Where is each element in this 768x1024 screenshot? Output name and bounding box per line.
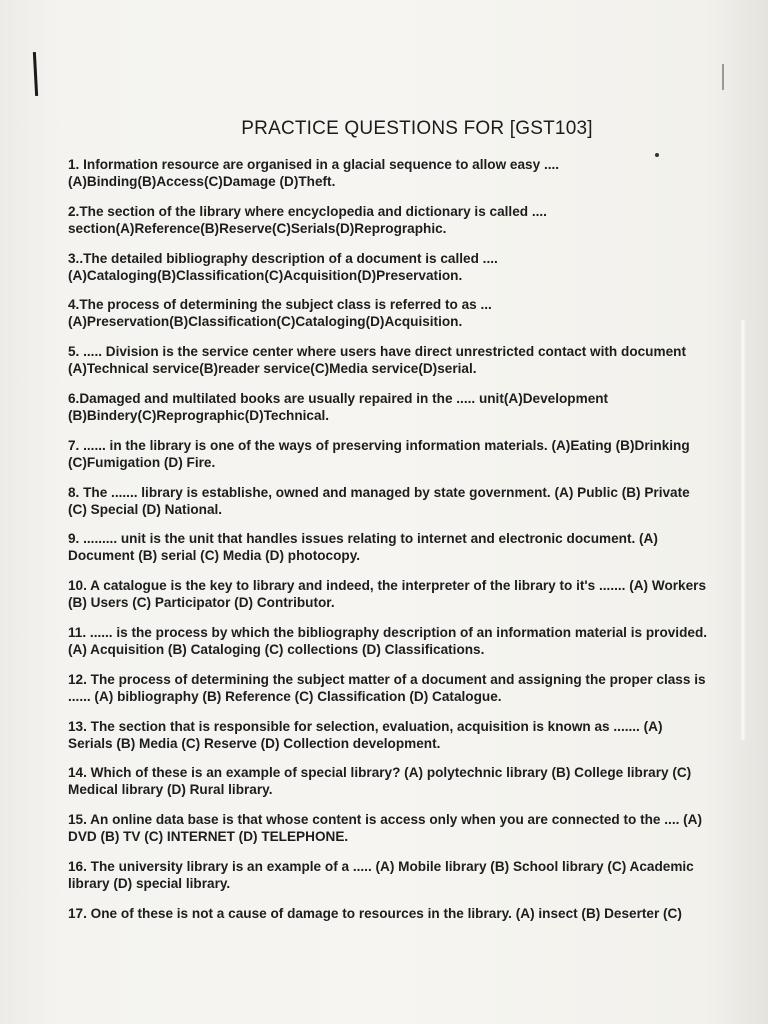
question-options: Document (B) serial (C) Media (D) photocopy. [68, 548, 361, 564]
question-item [68, 624, 758, 658]
question-item [68, 250, 758, 284]
question-options: (C) Special (D) National. [68, 501, 223, 517]
question-text: 10. A catalogue is the key to library and indeed, the interpreter of the library to it's ....... (A) Workers [68, 578, 707, 594]
question-text: 2.The section of the library where encyclopedia and dictionary is called .... [68, 203, 547, 219]
question-text: 16. The university library is an example of a ..... (A) Mobile library (B) School library (C) Academic [68, 858, 694, 874]
question-item [68, 156, 758, 190]
question-list [68, 156, 758, 935]
question-item [68, 390, 758, 424]
question-options: (A)Preservation(B)Classification(C)Cataloging(D)Acquisition. [68, 314, 463, 330]
page-title: PRACTICE QUESTIONS FOR [GST103] [241, 118, 593, 139]
question-text: 7. ...... in the library is one of the ways of preserving information materials. (A)Eating (B)Drinking [68, 437, 690, 453]
question-item [68, 858, 758, 892]
question-options: DVD (B) TV (C) INTERNET (D) TELEPHONE. [68, 829, 349, 845]
question-text: 17. One of these is not a cause of damage to resources in the library. (A) insect (B) Deserter (C) [68, 905, 682, 921]
question-item [68, 811, 758, 845]
question-text: 6.Damaged and multilated books are usually repaired in the ..... unit(A)Development [68, 390, 609, 406]
question-options: (C)Fumigation (D) Fire. [68, 454, 216, 470]
question-options: library (D) special library. [68, 875, 231, 891]
question-text: 1. Information resource are organised in a glacial sequence to allow easy .... [68, 157, 560, 172]
question-options: (A)Technical service(B)reader service(C)Media service(D)serial. [68, 361, 477, 377]
question-options: (A)Binding(B)Access(C)Damage (D)Theft. [68, 174, 336, 189]
question-item [68, 905, 758, 922]
question-text: 13. The section that is responsible for selection, evaluation, acquisition is known as ....... (A) [68, 718, 663, 734]
question-item [68, 343, 758, 377]
question-text: 3..The detailed bibliography description of a document is called .... [68, 250, 498, 266]
question-text: 8. The ....... library is establishe, owned and managed by state government. (A) Public (B) Private [68, 484, 690, 500]
question-text: 14. Which of these is an example of special library? (A) polytechnic library (B) College library (C) [68, 765, 692, 781]
pen-mark [33, 52, 38, 96]
question-item [68, 764, 758, 798]
question-text: 4.The process of determining the subject class is referred to as ... [68, 297, 492, 313]
question-item [68, 437, 758, 471]
question-text: 9. ......... unit is the unit that handles issues relating to internet and electronic document. (A) [68, 531, 658, 547]
question-item [68, 296, 758, 330]
question-options: (B) Users (C) Participator (D) Contributor. [68, 595, 335, 611]
question-item [68, 530, 758, 564]
question-text: 15. An online data base is that whose content is access only when you are connected to the .... (A) [68, 812, 703, 828]
question-text: 12. The process of determining the subject matter of a document and assigning the proper class is [68, 671, 706, 687]
question-options: (B)Bindery(C)Reprographic(D)Technical. [68, 407, 330, 423]
pen-mark [722, 64, 724, 90]
question-item [68, 671, 758, 705]
question-item [68, 577, 758, 611]
question-text: 11. ...... is the process by which the bibliography description of an information material is provided. [68, 624, 708, 640]
question-item [68, 203, 758, 237]
question-options: Serials (B) Media (C) Reserve (D) Collection development. [68, 735, 441, 751]
question-options: Medical library (D) Rural library. [68, 782, 273, 798]
question-text: 5. ..... Division is the service center where users have direct unrestricted contact with document [68, 344, 686, 360]
question-options: (A)Cataloging(B)Classification(C)Acquisition(D)Preservation. [68, 267, 463, 283]
question-options: section(A)Reference(B)Reserve(C)Serials(D)Reprographic. [68, 220, 447, 236]
question-options: (A) Acquisition (B) Cataloging (C) collections (D) Classifications. [68, 641, 485, 657]
question-options: ...... (A) bibliography (B) Reference (C) Classification (D) Catalogue. [68, 688, 502, 704]
question-item [68, 718, 758, 752]
question-item [68, 484, 758, 518]
